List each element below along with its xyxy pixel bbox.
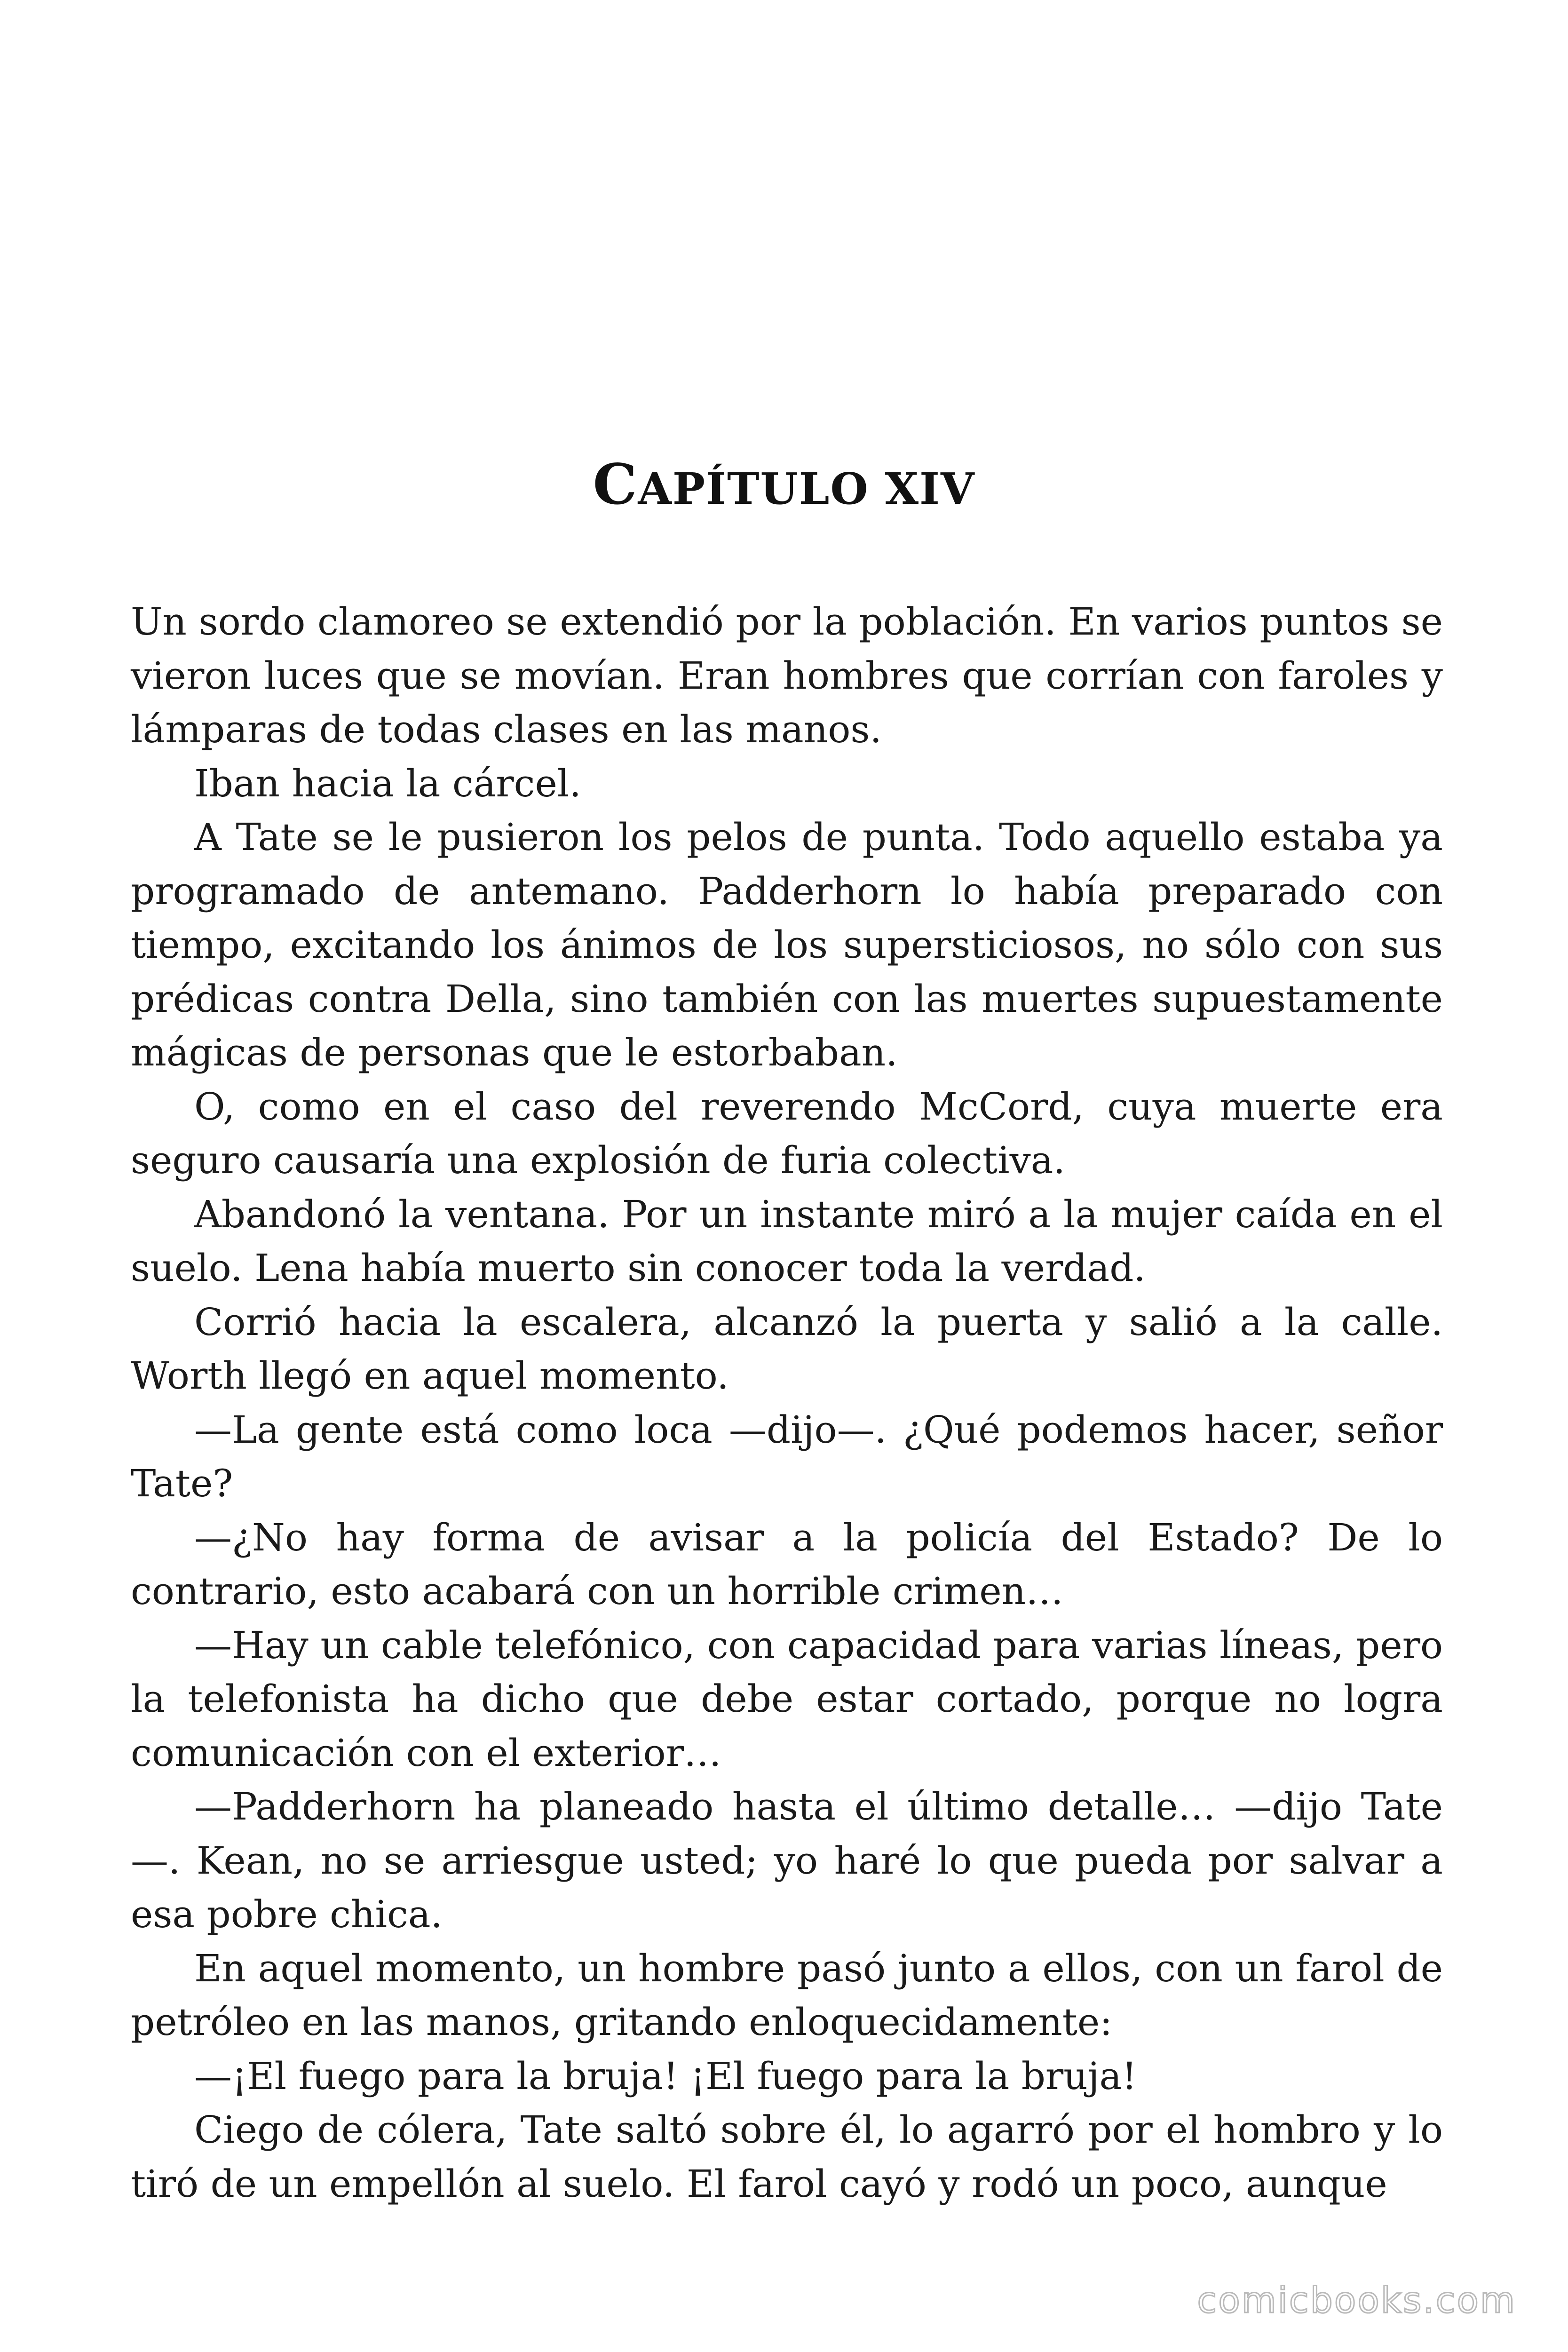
paragraph: En aquel momento, un hombre pasó junto a ellos, con un farol de petróleo en las manos, gritando enloquecidamente:: [131, 1946, 1443, 2044]
paragraph: O, como en el caso del reverendo McCord, cuya muerte era seguro causaría una explosión de furia colectiva.: [131, 1084, 1443, 1182]
paragraph: Ciego de cólera, Tate saltó sobre él, lo agarró por el hombro y lo tiró de un empellón al suelo. El farol cayó y rodó un poco, aunque: [131, 2108, 1443, 2206]
paragraph: Un sordo clamoreo se extendió por la población. En varios puntos se vieron luces que se movían. Eran hombres que corrían con faroles y lámparas de todas clases en las manos.: [131, 600, 1443, 751]
chapter-title-rest: APÍTULO XIV: [638, 463, 975, 514]
paragraph: Abandonó la ventana. Por un instante miró a la mujer caída en el suelo. Lena había muerto sin conocer toda la verdad.: [131, 1192, 1443, 1290]
paragraph: —Padderhorn ha planeado hasta el último detalle… —dijo Tate —. Kean, no se arriesgue usted; yo haré lo que pueda por salvar a esa pobre chica.: [131, 1785, 1443, 1936]
paragraph: A Tate se le pusieron los pelos de punta. Todo aquello estaba ya programado de antemano. Padderhorn lo había preparado con tiempo, excitando los ánimos de los supersticiosos, no sólo con sus prédicas contra Della, sino también con las muertes supuestamente mágicas de personas que le estorbaban.: [131, 815, 1443, 1074]
paragraph: —¡El fuego para la bruja! ¡El fuego para la bruja!: [194, 2054, 1137, 2098]
chapter-title-initial: C: [593, 452, 638, 517]
chapter-title: [0, 452, 1568, 517]
paragraph: —¿No hay forma de avisar a la policía del Estado? De lo contrario, esto acabará con un horrible crimen…: [131, 1515, 1443, 1613]
paragraph: Iban hacia la cárcel.: [194, 761, 581, 805]
paragraph: —La gente está como loca —dijo—. ¿Qué podemos hacer, señor Tate?: [131, 1407, 1443, 1505]
paragraph: —Hay un cable telefónico, con capacidad para varias líneas, pero la telefonista ha dicho que debe estar cortado, porque no logra comunicación con el exterior…: [131, 1623, 1443, 1775]
watermark: comicbooks.com: [1197, 2279, 1516, 2321]
paragraph: Corrió hacia la escalera, alcanzó la puerta y salió a la calle. Worth llegó en aquel momento.: [131, 1300, 1443, 1398]
body-text: [131, 595, 1443, 2211]
